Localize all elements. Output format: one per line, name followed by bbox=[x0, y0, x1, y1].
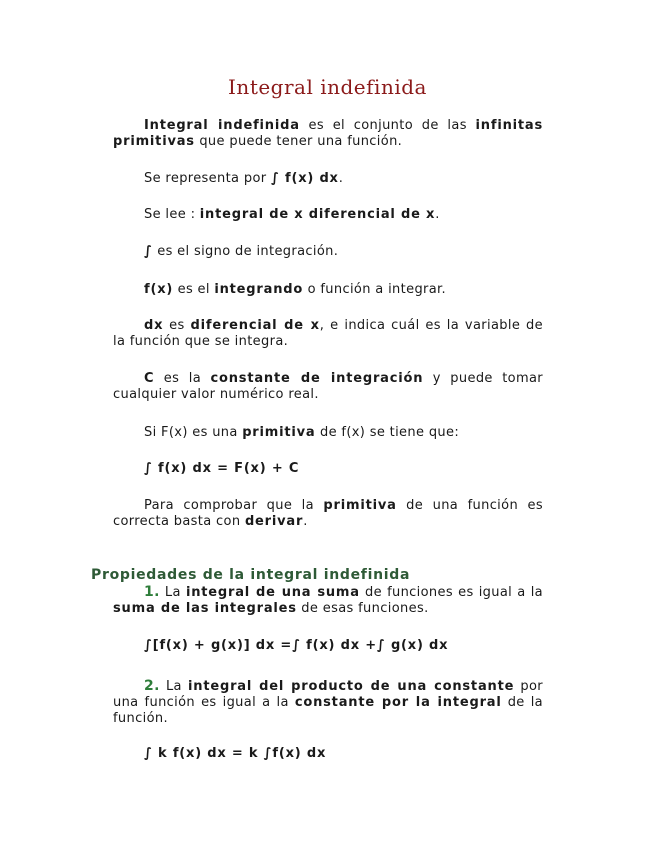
text: La bbox=[159, 585, 186, 600]
text: Si F(x) es una bbox=[144, 425, 243, 440]
text: es el bbox=[173, 282, 215, 297]
definition-paragraph bbox=[113, 118, 543, 150]
text: Para comprobar que la bbox=[144, 498, 324, 513]
property-number: 2. bbox=[144, 678, 160, 694]
integral-sign: ∫ bbox=[144, 244, 153, 259]
primitive-paragraph bbox=[113, 425, 543, 441]
term-suma-integrales: suma de las integrales bbox=[113, 601, 297, 616]
term-c: C bbox=[144, 371, 155, 386]
section-title: Propiedades de la integral indefinida bbox=[91, 567, 411, 583]
text: de funciones es igual a la bbox=[359, 585, 543, 600]
constant-paragraph bbox=[113, 371, 543, 403]
page-title: Integral indefinida bbox=[228, 75, 427, 99]
term-constante-integral: constante por la integral bbox=[294, 695, 502, 710]
text: que puede tener una función. bbox=[194, 134, 403, 149]
text: La bbox=[159, 679, 189, 694]
text: de la función. bbox=[113, 695, 543, 726]
differential-paragraph bbox=[113, 318, 543, 350]
term-primitiva: primitiva bbox=[323, 498, 397, 513]
term-integral-indefinida: Integral indefinida bbox=[144, 118, 300, 133]
formula: ∫ f(x) dx = F(x) + C bbox=[144, 461, 300, 476]
formula: ∫[f(x) + g(x)] dx =∫ f(x) dx +∫ g(x) dx bbox=[144, 638, 449, 653]
representation-paragraph bbox=[113, 171, 543, 187]
text: es la bbox=[154, 371, 211, 386]
term-diferencial: diferencial de x bbox=[190, 318, 320, 333]
property-1 bbox=[113, 584, 543, 617]
property-2 bbox=[113, 678, 543, 727]
reading-paragraph bbox=[113, 207, 543, 223]
text: es bbox=[163, 318, 191, 333]
term-integral-suma: integral de una suma bbox=[185, 585, 360, 600]
integrand-paragraph bbox=[113, 282, 543, 298]
text: Se representa por bbox=[144, 171, 271, 186]
term-dx: dx bbox=[144, 318, 164, 333]
term-integrando: integrando bbox=[214, 282, 304, 297]
term-primitiva: primitiva bbox=[242, 425, 316, 440]
term-fx: f(x) bbox=[144, 282, 174, 297]
text: de una función es correcta basta con bbox=[113, 498, 543, 529]
text: . bbox=[338, 171, 344, 186]
text: . bbox=[303, 514, 308, 529]
main-formula bbox=[113, 461, 543, 477]
text: Se lee : bbox=[144, 207, 200, 222]
formula: ∫ k f(x) dx = k ∫f(x) dx bbox=[144, 746, 327, 761]
text: o función a integrar. bbox=[303, 282, 447, 297]
verification-paragraph bbox=[113, 498, 543, 530]
text: es el conjunto de las bbox=[299, 118, 476, 133]
term-derivar: derivar bbox=[244, 514, 304, 529]
property-2-formula bbox=[113, 746, 543, 762]
text: , e indica cuál es la variable de la función que se integra. bbox=[113, 318, 544, 349]
reading-term: integral de x diferencial de x bbox=[199, 207, 436, 222]
property-number: 1. bbox=[144, 584, 160, 600]
text: por una función es igual a la bbox=[113, 679, 544, 710]
term-constante: constante de integración bbox=[210, 371, 424, 386]
term-integral-producto: integral del producto de una constante bbox=[188, 679, 515, 694]
text: . bbox=[435, 207, 440, 222]
text: de f(x) se tiene que: bbox=[315, 425, 460, 440]
term-infinitas-primitivas: infinitas primitivas bbox=[113, 118, 544, 149]
integral-sign-paragraph bbox=[113, 244, 543, 260]
text: de esas funciones. bbox=[296, 601, 429, 616]
formula-inline: ∫ f(x) dx bbox=[270, 171, 339, 186]
text: y puede tomar cualquier valor numérico real. bbox=[113, 371, 544, 402]
property-1-formula bbox=[113, 638, 543, 654]
text: es el signo de integración. bbox=[152, 244, 339, 259]
